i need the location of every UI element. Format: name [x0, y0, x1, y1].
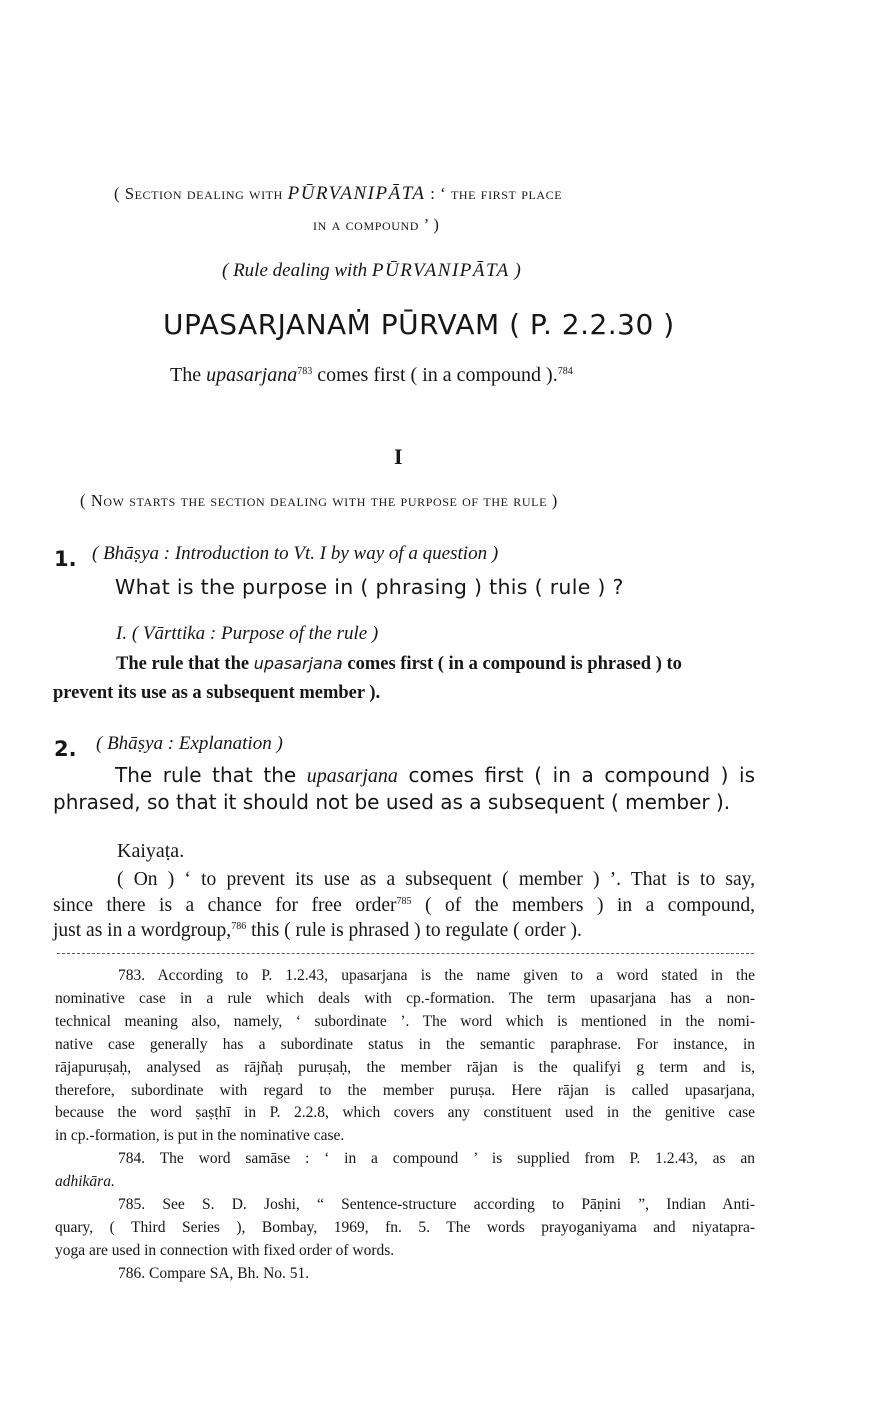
- footnote-783-line4: native case generally has a subordinate status in the semantic paraphrase. For instance, in: [55, 1036, 755, 1053]
- paragraph-1-label: ( Bhāṣya : Introduction to Vt. I by way of a question ): [92, 543, 499, 564]
- paragraph-2-text-line1: The rule that the upasarjana comes first ( in a compound ) is: [115, 763, 755, 787]
- section-heading-line1: ( Section dealing with PŪRVANIPĀTA : ‘ the first place: [114, 183, 563, 204]
- rule-title: UPASARJANAṀ PŪRVAM ( P. 2.2.30 ): [163, 308, 675, 341]
- rule-translation: The upasarjana$^{783}$ comes first ( in a compound ).$^{784}$: [170, 364, 573, 386]
- footnote-ref-785: 785: [396, 896, 412, 907]
- footnote-785-line3: yoga are used in connection with fixed order of words.: [55, 1242, 395, 1259]
- footnote-ref-786: 786: [231, 921, 247, 932]
- paragraph-2-number: 2.: [54, 737, 77, 761]
- paragraph-2-label: ( Bhāṣya : Explanation ): [96, 733, 283, 754]
- purpose-heading: ( Now starts the section dealing with the purpose of the rule ): [80, 491, 558, 510]
- footnote-784-line1: 784. The word samāse : ‘ in a compound ’ is supplied from P. 1.2.43, as an: [118, 1150, 755, 1167]
- footnote-783-line3: technical meaning also, namely, ‘ subordinate ’. The word which is mentioned in the nomi-: [55, 1013, 755, 1030]
- footnote-783-line5: rājapuruṣaḥ, analysed as rājñaḥ puruṣaḥ, the member rājan is the qualifyi g term and is,: [55, 1059, 755, 1076]
- kaiyata-text-line1: ( On ) ‘ to prevent its use as a subsequent ( member ) ’. That is to say,: [117, 869, 755, 890]
- varttika-1-text-line1: The rule that the upasarjana comes first ( in a compound is phrased ) to: [116, 654, 682, 674]
- rule-subtitle: ( Rule dealing with PŪRVANIPĀTA ): [222, 260, 521, 281]
- paragraph-2-text-line2: phrased, so that it should not be used as a subsequent ( member ).: [53, 790, 731, 814]
- footnote-783-line2: nominative case in a rule which deals with cp.-formation. The term upasarjana has a non-: [55, 990, 755, 1007]
- paragraph-1-question: What is the purpose in ( phrasing ) this ( rule ) ?: [115, 575, 624, 599]
- footnote-786-line1: 786. Compare SA, Bh. No. 51.: [118, 1265, 310, 1282]
- footnote-784-line2: adhikāra.: [55, 1173, 115, 1190]
- footnote-783-line8: in cp.-formation, is put in the nominative case.: [55, 1127, 345, 1144]
- footnote-783-line6: therefore, subordinate with regard to the member puruṣa. Here rājan is called upasarjana,: [55, 1082, 755, 1099]
- section-heading-line2: in a compound ’ ): [313, 215, 440, 234]
- footnote-785-line2: quary, ( Third Series ), Bombay, 1969, fn. 5. The words prayoganiyama and niyatapra-: [55, 1219, 755, 1236]
- kaiyata-text-line2: since there is a chance for free order$^{785}$ ( of the members ) in a compound,: [53, 895, 755, 916]
- kaiyata-label: Kaiyaṭa.: [117, 840, 185, 862]
- footnote-divider: [57, 953, 754, 954]
- footnote-785-line1: 785. See S. D. Joshi, “ Sentence-structure according to Pāṇini ”, Indian Anti-: [118, 1196, 755, 1213]
- section-numeral: I: [394, 444, 403, 469]
- footnote-783-line1: 783. According to P. 1.2.43, upasarjana is the name given to a word stated in the: [118, 967, 755, 984]
- varttika-1-text-line2: prevent its use as a subsequent member ).: [53, 683, 381, 703]
- footnote-783-line7: because the word ṣaṣṭhī in P. 2.2.8, which covers any constituent used in the genitive case: [55, 1104, 755, 1121]
- paragraph-1-number: 1.: [54, 547, 77, 571]
- kaiyata-text-line3: just as in a wordgroup,$^{786}$ this ( rule is phrased ) to regulate ( order ).: [53, 920, 582, 941]
- footnote-ref-784: 784: [557, 366, 573, 377]
- footnote-ref-783: 783: [297, 366, 313, 377]
- varttika-1-label: I. ( Vārttika : Purpose of the rule ): [116, 623, 379, 644]
